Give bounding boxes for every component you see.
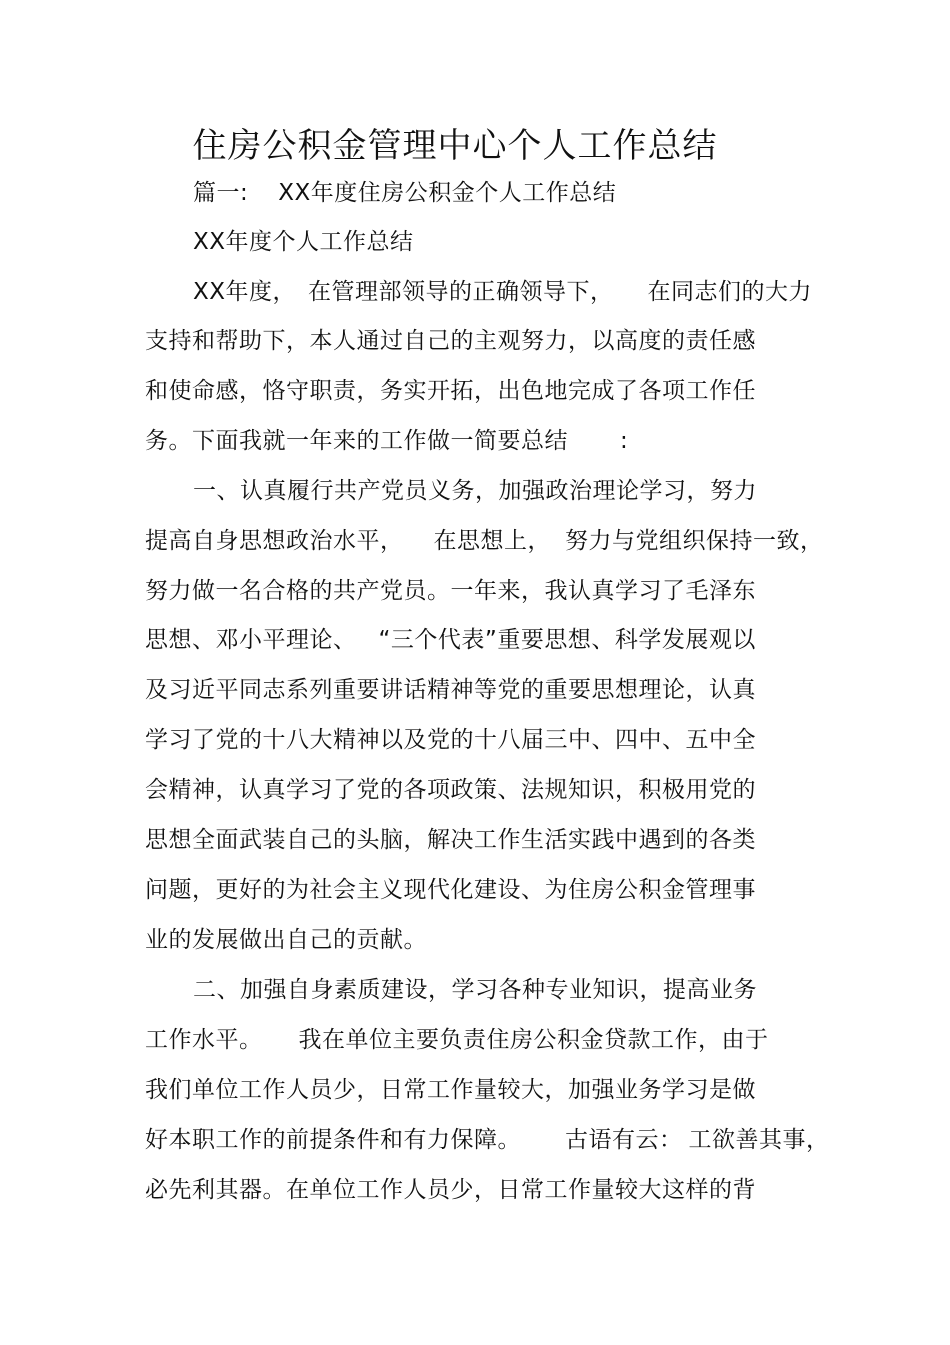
- paragraph-line: 和使命感，恪守职责，务实开拓，出色地完成了各项工作任: [145, 378, 756, 404]
- text-fragment: 在管理部领导的正确领导下，: [308, 279, 614, 305]
- paragraph-line: 努力做一名合格的共产党员。一年来，我认真学习了毛泽东: [145, 578, 756, 604]
- text-fragment: 工作水平。: [145, 1027, 263, 1053]
- section-heading: XX年度个人工作总结: [193, 229, 414, 255]
- text-fragment: 好本职工作的前提条件和有力保障。: [145, 1127, 521, 1153]
- paragraph-line: 二、加强自身素质建设，学习各种专业知识，提高业务: [193, 977, 757, 1003]
- paragraph-line: 会精神，认真学习了党的各项政策、法规知识，积极用党的: [145, 777, 756, 803]
- text-fragment: :: [620, 428, 629, 454]
- paragraph-line: 一、认真履行共产党员义务，加强政治理论学习，努力: [193, 478, 757, 504]
- paragraph-line: 业的发展做出自己的贡献。: [145, 927, 427, 953]
- text-fragment: 努力与党组织保持一致，: [565, 528, 824, 554]
- paragraph-line: 支持和帮助下，本人通过自己的主观努力，以高度的责任感: [145, 328, 756, 354]
- text-fragment: 古语有云：: [565, 1127, 683, 1153]
- subtitle-text: XX年度住房公积金个人工作总结: [278, 180, 617, 206]
- paragraph-line: [145, 625, 756, 655]
- text-fragment: 提高自身思想政治水平，: [145, 528, 404, 554]
- paragraph-line: 思想全面武装自己的头脑，解决工作生活实践中遇到的各类: [145, 827, 756, 853]
- paragraph-line: 学习了党的十八大精神以及党的十八届三中、四中、五中全: [145, 727, 756, 753]
- paragraph-line: 我们单位工作人员少，日常工作量较大，加强业务学习是做: [145, 1077, 756, 1103]
- text-fragment: 在同志们的大力: [647, 279, 813, 305]
- text-fragment: XX年度，: [193, 279, 297, 305]
- paragraph-line: [145, 526, 824, 556]
- text-fragment: 务。下面我就一年来的工作做一简要总结: [145, 428, 568, 454]
- text-fragment: 我在单位主要负责住房公积金贷款工作，由于: [298, 1027, 769, 1053]
- text-fragment: 思想、邓小平理论、: [145, 627, 357, 653]
- paragraph-line: [145, 1025, 769, 1055]
- text-fragment: 在思想上，: [433, 528, 551, 554]
- paragraph-line: [145, 1125, 830, 1155]
- paragraph-line: [193, 277, 812, 307]
- subtitle-prefix: 篇一:: [193, 180, 249, 206]
- paragraph-line: [145, 426, 628, 456]
- paragraph-line: 问题，更好的为社会主义现代化建设、为住房公积金管理事: [145, 877, 756, 903]
- paragraph-line: 及习近平同志系列重要讲话精神等党的重要思想理论，认真: [145, 677, 756, 703]
- document-title: 住房公积金管理中心个人工作总结: [192, 126, 718, 166]
- text-fragment: 工欲善其事，: [688, 1127, 830, 1153]
- text-fragment: “三个代表”重要思想、科学发展观以: [378, 627, 756, 653]
- subtitle-line: [193, 178, 616, 208]
- paragraph-line: 必先利其器。在单位工作人员少，日常工作量较大这样的背: [145, 1177, 756, 1203]
